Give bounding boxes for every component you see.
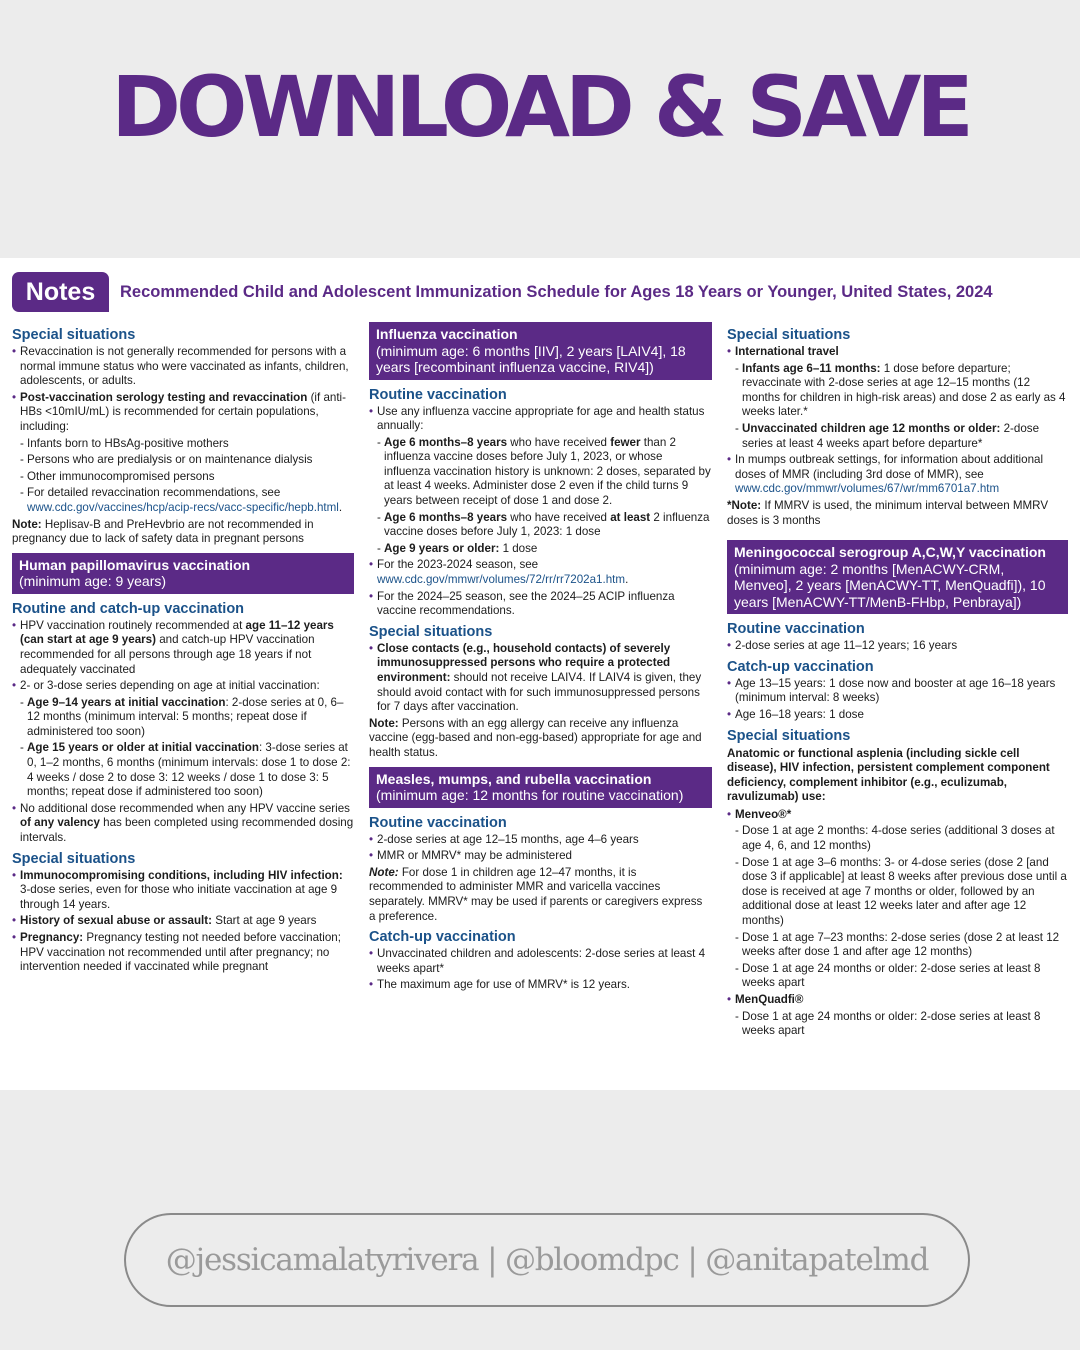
sub-item: - Age 9–14 years at initial vaccination: 2-dose series at 0, 6–12 months (minimum interval: 5 months; repeat dose if administered too soon) xyxy=(12,696,354,740)
list-item: • Post-vaccination serology testing and revaccination (if anti-HBs <10mIU/mL) is recommended for certain populations, including: xyxy=(12,391,354,435)
list-item: • MenQuadfi® xyxy=(727,993,1068,1008)
sub-item: - Other immunocompromised persons xyxy=(12,470,354,485)
immunization-notes-document xyxy=(0,258,1080,1090)
document-title: Recommended Child and Adolescent Immunization Schedule for Ages 18 Years or Younger, United States, 2024 xyxy=(120,283,993,301)
special-situations-heading: Special situations xyxy=(727,327,851,343)
sub-item: - Age 15 years or older at initial vaccination: 3-dose series at 0, 1–2 months, 6 months (minimum intervals: dose 1 to dose 2: 4 weeks / dose 2 to dose 3: 12 weeks / dose 1 to dose 3: 5 months; repeat dose if administered too soon) xyxy=(12,741,354,799)
list-item: • MMR or MMRV* may be administered xyxy=(369,849,712,864)
note: Note: Persons with an egg allergy can receive any influenza vaccine (egg-based and non-egg-based) appropriate for age and health status. xyxy=(369,716,702,759)
list-item: • For the 2023-2024 season, see www.cdc.gov/mmwr/volumes/72/rr/rr7202a1.htm. xyxy=(369,558,712,587)
list-item: • 2-dose series at age 12–15 months, age 4–6 years xyxy=(369,833,712,848)
catchup-vaccination-heading: Catch-up vaccination xyxy=(369,929,516,946)
meningococcal-banner: Meningococcal serogroup A,C,W,Y vaccination (minimum age: 2 months [MenACWY-CRM, Menveo], 2 years [MenACWY-TT, MenQuadfi]), 10 years [MenACWY-TT/MenB-FHbp, Penbraya]) xyxy=(727,540,1068,614)
note: *Note: If MMRV is used, the minimum interval between MMRV doses is 3 months xyxy=(727,498,1049,527)
banner-title: DOWNLOAD & SAVE xyxy=(111,58,969,156)
routine-vaccination-heading: Routine vaccination xyxy=(369,814,507,831)
hpv-banner: Human papillomavirus vaccination (minimum age: 9 years) xyxy=(12,553,354,594)
list-item: • History of sexual abuse or assault: Start at age 9 years xyxy=(12,914,354,929)
sub-item: - Dose 1 at age 7–23 months: 2-dose series (dose 2 at least 12 weeks after dose 1 and after age 12 months) xyxy=(727,931,1068,960)
catchup-vaccination-heading: Catch-up vaccination xyxy=(727,658,874,675)
sub-item: - Infants age 6–11 months: 1 dose before departure; revaccinate with 2-dose series at age 12–15 months (12 months for children in high-risk areas) and dose 2 as early as 4 weeks later.* xyxy=(727,362,1068,420)
hepb-link[interactable]: www.cdc.gov/vaccines/hcp/acip-recs/vacc-specific/hepb.html xyxy=(27,500,339,514)
sub-item: - Age 9 years or older: 1 dose xyxy=(369,542,712,557)
sub-item: - Age 6 months–8 years who have received at least 2 influenza vaccine doses before July 1, 2023: 1 dose xyxy=(369,511,712,540)
column-3 xyxy=(727,322,1068,1041)
note: Note: For dose 1 in children age 12–47 months, it is recommended to administer MMR and varicella vaccines separately. MMRV* may be used if parents or caregivers express a preference. xyxy=(369,865,703,923)
list-item: • Close contacts (e.g., household contacts) of severely immunosuppressed persons who require a protected environment: should not receive LAIV4. If LAIV4 is given, they should avoid contact with for such immunosuppressed persons for 7 days after vaccination. xyxy=(369,642,712,715)
routine-catchup-heading: Routine and catch-up vaccination xyxy=(12,600,245,617)
column-2 xyxy=(369,322,712,995)
list-item: • International travel xyxy=(727,345,1068,360)
note: Note: Heplisav-B and PreHevbrio are not recommended in pregnancy due to lack of safety data in pregnant persons xyxy=(12,517,314,546)
list-item: • 2- or 3-dose series depending on age at initial vaccination: xyxy=(12,679,354,694)
sub-item: - Dose 1 at age 2 months: 4-dose series (additional 3 doses at age 4, 6, and 12 months) xyxy=(727,824,1068,853)
list-item: • Pregnancy: Pregnancy testing not needed before vaccination; HPV vaccination not recommended until after pregnancy; no intervention needed if vaccinated while pregnant xyxy=(12,931,354,975)
social-handles-footer: @jessicamalatyrivera | @bloomdpc | @anitapatelmd xyxy=(124,1213,970,1307)
influenza-banner: Influenza vaccination (minimum age: 6 months [IIV], 2 years [LAIV4], 18 years [recombinant influenza vaccine, RIV4]) xyxy=(369,322,712,380)
mmwr-mumps-link[interactable]: www.cdc.gov/mmwr/volumes/67/wr/mm6701a7.htm xyxy=(735,482,1000,496)
list-item: • Unvaccinated children and adolescents: 2-dose series at least 4 weeks apart* xyxy=(369,947,712,976)
sub-item: - Age 6 months–8 years who have received fewer than 2 influenza vaccine doses before July 1, 2023, or whose influenza vaccination history is unknown: 2 doses, separated by at least 4 weeks. Administer dose 2 even if the child turns 9 years between receipt of dose 1 and dose 2. xyxy=(369,436,712,509)
list-item: • Age 16–18 years: 1 dose xyxy=(727,708,1068,723)
list-item: • No additional dose recommended when any HPV vaccine series of any valency has been completed using recommended dosing intervals. xyxy=(12,802,354,846)
mmwr-2023-link[interactable]: www.cdc.gov/mmwr/volumes/72/rr/rr7202a1.htm xyxy=(377,573,626,587)
document-header xyxy=(12,272,1072,312)
sub-item: - Infants born to HBsAg-positive mothers xyxy=(12,437,354,452)
notes-tab: Notes xyxy=(12,272,109,312)
list-item: • Age 13–15 years: 1 dose now and booster at age 16–18 years (minimum interval: 8 weeks) xyxy=(727,677,1068,706)
list-item: • For the 2024–25 season, see the 2024–25 ACIP influenza vaccine recommendations. xyxy=(369,590,712,619)
sub-item: - Unvaccinated children age 12 months or older: 2-dose series at least 4 weeks apart before departure* xyxy=(727,422,1068,451)
routine-vaccination-heading: Routine vaccination xyxy=(369,386,507,403)
list-item: • In mumps outbreak settings, for information about additional doses of MMR (including 3rd dose of MMR), see www.cdc.gov/mmwr/volumes/67/wr/mm6701a7.htm xyxy=(727,453,1068,497)
mmr-banner: Measles, mumps, and rubella vaccination (minimum age: 12 months for routine vaccination) xyxy=(369,767,712,808)
list-item: • Immunocompromising conditions, including HIV infection: 3-dose series, even for those who initiate vaccination at age 9 through 14 years. xyxy=(12,869,354,913)
sub-item: - Dose 1 at age 3–6 months: 3- or 4-dose series (dose 2 [and dose 3 if applicable] at least 8 weeks after previous dose until a dose is received at age 7 months or older, followed by an additional dose at least 12 weeks later and after age 12 months) xyxy=(727,856,1068,929)
special-situations-heading: Special situations xyxy=(12,850,136,867)
sub-item: - Dose 1 at age 24 months or older: 2-dose series at least 8 weeks apart xyxy=(727,962,1068,991)
list-item: • Revaccination is not generally recommended for persons with a normal immune status who were vaccinated as infants, children, adolescents, or adults. xyxy=(12,345,354,389)
routine-vaccination-heading: Routine vaccination xyxy=(727,621,865,638)
list-item: • 2-dose series at age 11–12 years; 16 years xyxy=(727,639,1068,654)
column-1 xyxy=(12,322,354,977)
special-situations-heading: Special situations xyxy=(727,727,851,744)
sub-item: - Persons who are predialysis or on maintenance dialysis xyxy=(12,453,354,468)
sub-item: - For detailed revaccination recommendations, see www.cdc.gov/vaccines/hcp/acip-recs/vacc-specific/hepb.html. xyxy=(12,486,354,515)
sub-item: - Dose 1 at age 24 months or older: 2-dose series at least 8 weeks apart xyxy=(727,1010,1068,1039)
special-situations-heading: Special situations xyxy=(12,327,136,343)
list-item: • HPV vaccination routinely recommended at age 11–12 years (can start at age 9 years) and catch-up HPV vaccination recommended for all persons through age 18 years if not adequately vaccinated xyxy=(12,619,354,677)
special-situations-heading: Special situations xyxy=(369,623,493,640)
list-item: • The maximum age for use of MMRV* is 12 years. xyxy=(369,978,712,993)
list-item: • Use any influenza vaccine appropriate for age and health status annually: xyxy=(369,405,712,434)
asplenia-conditions: Anatomic or functional asplenia (including sickle cell disease), HIV infection, persistent complement component deficiency, complement inhibitor (e.g., eculizumab, ravulizumab) use: xyxy=(727,746,1050,804)
list-item: • Menveo®* xyxy=(727,808,1068,823)
